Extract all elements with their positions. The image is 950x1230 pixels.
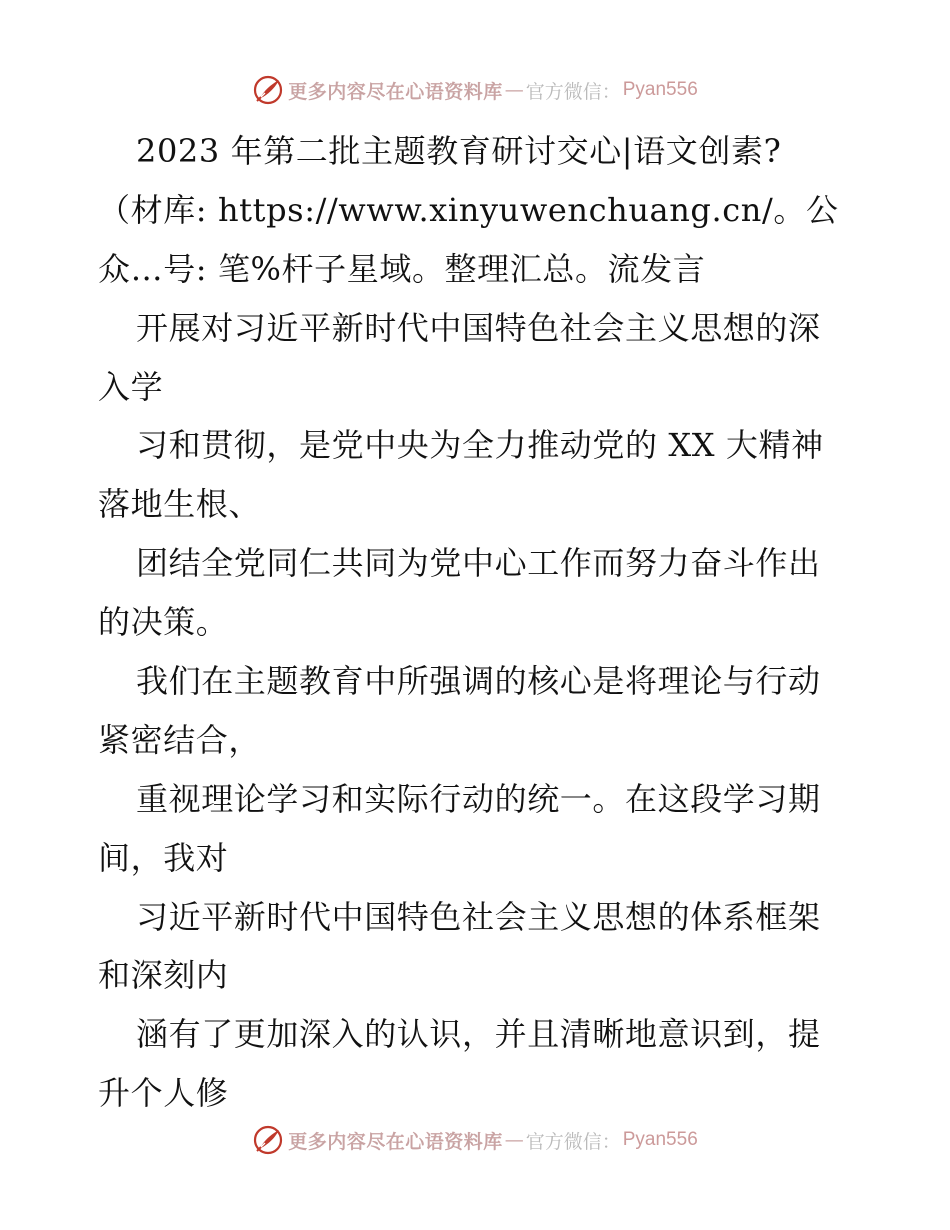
article-body xyxy=(98,122,858,1123)
footer-banner xyxy=(0,1120,950,1160)
text-line-1: 2023 年第二批主题教育研讨交心|语文创素? xyxy=(136,132,782,170)
header-banner xyxy=(0,70,950,110)
text-line-13: 间，我对 xyxy=(98,838,229,877)
text-line-14: 习近平新时代中国特色社会主义思想的体系框架 xyxy=(136,897,821,936)
text-line-6: 习和贯彻，是党中央为全力推动党的 XX 大精神 xyxy=(136,426,824,465)
text-line-10: 我们在主题教育中所强调的核心是将理论与行动 xyxy=(136,662,821,701)
text-line-12: 重视理论学习和实际行动的统一。在这段学习期 xyxy=(136,779,821,818)
text-line-8: 团结全党同仁共同为党中心工作而努力奋斗作出 xyxy=(136,544,821,583)
banner-title: 更多内容尽在心语资料库 xyxy=(288,80,503,103)
text-line-11: 紧密结合， xyxy=(98,720,262,759)
feather-pen-logo-icon xyxy=(252,1124,284,1156)
text-line-5: 入学 xyxy=(98,367,164,406)
text-line-7: 落地生根、 xyxy=(98,485,262,524)
banner-dash: — xyxy=(504,1129,524,1151)
banner-wechat-id: Pyan556 xyxy=(622,79,698,100)
text-line-4: 开展对习近平新时代中国特色社会主义思想的深 xyxy=(136,308,821,347)
text-line-2: （材库: https://www.xinyuwenchuang.cn/。公 xyxy=(98,190,839,229)
text-line-3: 众…号: 笔%杆子星域。整理汇总。流发言 xyxy=(98,249,706,288)
text-line-17: 升个人修 xyxy=(98,1074,229,1113)
banner-wechat-label: 官方微信： xyxy=(525,80,621,103)
text-line-16: 涵有了更加深入的认识，并且清晰地意识到，提 xyxy=(136,1015,821,1054)
banner-dash: — xyxy=(504,79,524,101)
text-line-15: 和深刻内 xyxy=(98,956,229,995)
banner-wechat-label: 官方微信： xyxy=(525,1130,621,1153)
banner-title: 更多内容尽在心语资料库 xyxy=(288,1130,503,1153)
feather-pen-logo-icon xyxy=(252,74,284,106)
text-line-9: 的决策。 xyxy=(98,603,229,642)
banner-wechat-id: Pyan556 xyxy=(622,1129,698,1150)
